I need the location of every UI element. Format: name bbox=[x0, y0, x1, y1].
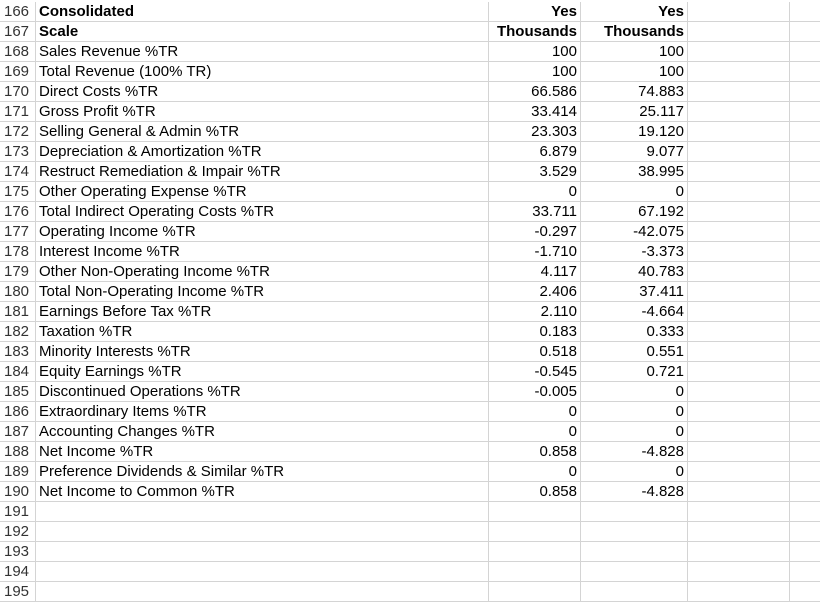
cell-value-col1[interactable]: 23.303 bbox=[489, 122, 581, 141]
cell-label[interactable]: Operating Income %TR bbox=[37, 222, 489, 241]
cell-value-col2[interactable]: -4.828 bbox=[581, 442, 688, 461]
sheet-row bbox=[0, 542, 820, 562]
row-header[interactable]: 189 bbox=[0, 462, 36, 481]
cell-empty[interactable] bbox=[790, 462, 820, 481]
sheet-row bbox=[0, 202, 820, 222]
sheet-row bbox=[0, 242, 820, 262]
sheet-row bbox=[0, 582, 820, 602]
row-header[interactable]: 195 bbox=[0, 582, 36, 601]
cell-empty[interactable] bbox=[790, 382, 820, 401]
cell-label[interactable]: Depreciation & Amortization %TR bbox=[37, 142, 489, 161]
row-header[interactable]: 179 bbox=[0, 262, 36, 281]
cell-empty[interactable] bbox=[688, 322, 790, 341]
cell-value-col1[interactable] bbox=[489, 522, 581, 541]
cell-empty[interactable] bbox=[688, 542, 790, 561]
cell-value-col2[interactable] bbox=[581, 542, 688, 561]
cell-label[interactable]: Restruct Remediation & Impair %TR bbox=[37, 162, 489, 181]
cell-value-col1[interactable] bbox=[489, 502, 581, 521]
sheet-row bbox=[0, 142, 820, 162]
cell-empty[interactable] bbox=[790, 122, 820, 141]
cell-empty[interactable] bbox=[790, 202, 820, 221]
row-header[interactable]: 186 bbox=[0, 402, 36, 421]
cell-value-col2[interactable]: 67.192 bbox=[581, 202, 688, 221]
cell-empty[interactable] bbox=[790, 562, 820, 581]
cell-value-col2[interactable]: -3.373 bbox=[581, 242, 688, 261]
cell-value-col2[interactable]: -42.075 bbox=[581, 222, 688, 241]
cell-label[interactable] bbox=[37, 562, 489, 581]
row-header[interactable]: 168 bbox=[0, 42, 36, 61]
cell-empty[interactable] bbox=[790, 402, 820, 421]
sheet-row bbox=[0, 462, 820, 482]
cell-label[interactable]: Preference Dividends & Similar %TR bbox=[37, 462, 489, 481]
sheet-row bbox=[0, 2, 820, 22]
row-header[interactable]: 178 bbox=[0, 242, 36, 261]
cell-value-col1[interactable]: -0.297 bbox=[489, 222, 581, 241]
row-header[interactable]: 187 bbox=[0, 422, 36, 441]
cell-empty[interactable] bbox=[688, 162, 790, 181]
sheet-row bbox=[0, 382, 820, 402]
cell-value-col1[interactable]: 0 bbox=[489, 462, 581, 481]
cell-value-col1[interactable]: 33.711 bbox=[489, 202, 581, 221]
cell-label[interactable]: Taxation %TR bbox=[37, 322, 489, 341]
sheet-row bbox=[0, 342, 820, 362]
row-header[interactable]: 169 bbox=[0, 62, 36, 81]
sheet-row bbox=[0, 82, 820, 102]
cell-empty[interactable] bbox=[688, 302, 790, 321]
cell-empty[interactable] bbox=[688, 382, 790, 401]
cell-label[interactable]: Consolidated bbox=[37, 2, 489, 21]
cell-empty[interactable] bbox=[790, 522, 820, 541]
row-header[interactable]: 174 bbox=[0, 162, 36, 181]
cell-value-col2[interactable]: 100 bbox=[581, 42, 688, 61]
cell-label[interactable]: Direct Costs %TR bbox=[37, 82, 489, 101]
cell-empty[interactable] bbox=[688, 442, 790, 461]
sheet-row bbox=[0, 122, 820, 142]
cell-value-col1[interactable]: 100 bbox=[489, 62, 581, 81]
cell-value-col1[interactable] bbox=[489, 542, 581, 561]
cell-label[interactable]: Accounting Changes %TR bbox=[37, 422, 489, 441]
sheet-row bbox=[0, 222, 820, 242]
sheet-row bbox=[0, 522, 820, 542]
sheet-row bbox=[0, 362, 820, 382]
cell-empty[interactable] bbox=[688, 122, 790, 141]
cell-empty[interactable] bbox=[790, 322, 820, 341]
cell-label[interactable]: Gross Profit %TR bbox=[37, 102, 489, 121]
cell-value-col2[interactable]: 0.551 bbox=[581, 342, 688, 361]
cell-empty[interactable] bbox=[688, 142, 790, 161]
cell-empty[interactable] bbox=[688, 462, 790, 481]
sheet-row bbox=[0, 22, 820, 42]
cell-empty[interactable] bbox=[790, 2, 820, 21]
sheet-row bbox=[0, 182, 820, 202]
cell-empty[interactable] bbox=[790, 502, 820, 521]
row-header[interactable]: 182 bbox=[0, 322, 36, 341]
cell-label[interactable] bbox=[37, 582, 489, 601]
row-header[interactable]: 184 bbox=[0, 362, 36, 381]
row-header[interactable]: 183 bbox=[0, 342, 36, 361]
cell-empty[interactable] bbox=[688, 222, 790, 241]
cell-label[interactable]: Earnings Before Tax %TR bbox=[37, 302, 489, 321]
cell-empty[interactable] bbox=[790, 262, 820, 281]
cell-value-col2[interactable] bbox=[581, 582, 688, 601]
cell-value-col1[interactable]: -1.710 bbox=[489, 242, 581, 261]
cell-value-col2[interactable]: 0 bbox=[581, 402, 688, 421]
cell-empty[interactable] bbox=[790, 282, 820, 301]
cell-empty[interactable] bbox=[688, 62, 790, 81]
sheet-row bbox=[0, 442, 820, 462]
cell-label[interactable]: Discontinued Operations %TR bbox=[37, 382, 489, 401]
cell-empty[interactable] bbox=[790, 42, 820, 61]
sheet-row bbox=[0, 502, 820, 522]
cell-empty[interactable] bbox=[790, 162, 820, 181]
cell-value-col2[interactable]: 0 bbox=[581, 422, 688, 441]
sheet-row bbox=[0, 322, 820, 342]
cell-value-col1[interactable]: -0.545 bbox=[489, 362, 581, 381]
cell-label[interactable]: Total Indirect Operating Costs %TR bbox=[37, 202, 489, 221]
cell-empty[interactable] bbox=[790, 542, 820, 561]
sheet-row bbox=[0, 282, 820, 302]
cell-label[interactable]: Other Operating Expense %TR bbox=[37, 182, 489, 201]
cell-empty[interactable] bbox=[790, 62, 820, 81]
cell-value-col2[interactable]: 19.120 bbox=[581, 122, 688, 141]
cell-value-col2[interactable]: 9.077 bbox=[581, 142, 688, 161]
row-header[interactable]: 173 bbox=[0, 142, 36, 161]
cell-value-col1[interactable]: 100 bbox=[489, 42, 581, 61]
cell-value-col2[interactable]: 25.117 bbox=[581, 102, 688, 121]
cell-empty[interactable] bbox=[790, 182, 820, 201]
cell-value-col2[interactable]: 37.411 bbox=[581, 282, 688, 301]
cell-value-col1[interactable]: Thousands bbox=[489, 22, 581, 41]
row-header[interactable]: 166 bbox=[0, 2, 36, 21]
cell-label[interactable] bbox=[37, 522, 489, 541]
cell-value-col1[interactable]: 0.858 bbox=[489, 442, 581, 461]
cell-empty[interactable] bbox=[688, 42, 790, 61]
cell-value-col1[interactable]: 4.117 bbox=[489, 262, 581, 281]
cell-empty[interactable] bbox=[790, 362, 820, 381]
cell-value-col1[interactable] bbox=[489, 562, 581, 581]
cell-value-col1[interactable]: 3.529 bbox=[489, 162, 581, 181]
cell-value-col2[interactable]: 74.883 bbox=[581, 82, 688, 101]
cell-value-col1[interactable]: -0.005 bbox=[489, 382, 581, 401]
cell-label[interactable]: Sales Revenue %TR bbox=[37, 42, 489, 61]
cell-empty[interactable] bbox=[790, 442, 820, 461]
sheet-row bbox=[0, 302, 820, 322]
cell-value-col2[interactable] bbox=[581, 502, 688, 521]
cell-value-col2[interactable]: Yes bbox=[581, 2, 688, 21]
row-header[interactable]: 176 bbox=[0, 202, 36, 221]
cell-label[interactable]: Net Income %TR bbox=[37, 442, 489, 461]
cell-empty[interactable] bbox=[688, 242, 790, 261]
sheet-row bbox=[0, 62, 820, 82]
cell-empty[interactable] bbox=[688, 282, 790, 301]
row-header[interactable]: 170 bbox=[0, 82, 36, 101]
cell-value-col1[interactable] bbox=[489, 582, 581, 601]
cell-empty[interactable] bbox=[688, 362, 790, 381]
row-header[interactable]: 185 bbox=[0, 382, 36, 401]
cell-empty[interactable] bbox=[688, 582, 790, 601]
cell-empty[interactable] bbox=[688, 102, 790, 121]
sheet-row bbox=[0, 422, 820, 442]
row-header[interactable]: 191 bbox=[0, 502, 36, 521]
cell-value-col2[interactable]: 0.333 bbox=[581, 322, 688, 341]
cell-empty[interactable] bbox=[790, 342, 820, 361]
cell-value-col1[interactable]: 0 bbox=[489, 422, 581, 441]
cell-empty[interactable] bbox=[790, 242, 820, 261]
row-header[interactable]: 177 bbox=[0, 222, 36, 241]
cell-empty[interactable] bbox=[688, 402, 790, 421]
cell-empty[interactable] bbox=[790, 482, 820, 501]
cell-empty[interactable] bbox=[688, 562, 790, 581]
cell-value-col2[interactable]: 0.721 bbox=[581, 362, 688, 381]
cell-value-col2[interactable]: -4.664 bbox=[581, 302, 688, 321]
cell-empty[interactable] bbox=[688, 22, 790, 41]
sheet-row bbox=[0, 102, 820, 122]
row-header[interactable]: 194 bbox=[0, 562, 36, 581]
cell-empty[interactable] bbox=[688, 202, 790, 221]
cell-value-col2[interactable]: -4.828 bbox=[581, 482, 688, 501]
cell-label[interactable]: Total Non-Operating Income %TR bbox=[37, 282, 489, 301]
row-header[interactable]: 188 bbox=[0, 442, 36, 461]
row-header[interactable]: 172 bbox=[0, 122, 36, 141]
cell-empty[interactable] bbox=[688, 522, 790, 541]
cell-empty[interactable] bbox=[688, 2, 790, 21]
cell-label[interactable] bbox=[37, 502, 489, 521]
cell-empty[interactable] bbox=[790, 422, 820, 441]
cell-label[interactable] bbox=[37, 542, 489, 561]
cell-empty[interactable] bbox=[688, 342, 790, 361]
cell-empty[interactable] bbox=[688, 262, 790, 281]
cell-label[interactable]: Other Non-Operating Income %TR bbox=[37, 262, 489, 281]
cell-label[interactable]: Extraordinary Items %TR bbox=[37, 402, 489, 421]
cell-value-col2[interactable]: 40.783 bbox=[581, 262, 688, 281]
cell-value-col1[interactable]: 0.858 bbox=[489, 482, 581, 501]
cell-label[interactable]: Total Revenue (100% TR) bbox=[37, 62, 489, 81]
sheet-row bbox=[0, 482, 820, 502]
cell-value-col1[interactable]: 6.879 bbox=[489, 142, 581, 161]
sheet-row bbox=[0, 402, 820, 422]
cell-empty[interactable] bbox=[688, 82, 790, 101]
cell-empty[interactable] bbox=[790, 222, 820, 241]
cell-empty[interactable] bbox=[790, 82, 820, 101]
cell-value-col2[interactable]: Thousands bbox=[581, 22, 688, 41]
cell-value-col1[interactable]: 0.183 bbox=[489, 322, 581, 341]
row-header[interactable]: 190 bbox=[0, 482, 36, 501]
row-header[interactable]: 193 bbox=[0, 542, 36, 561]
cell-empty[interactable] bbox=[790, 582, 820, 601]
row-header[interactable]: 171 bbox=[0, 102, 36, 121]
cell-value-col1[interactable]: 2.110 bbox=[489, 302, 581, 321]
row-header[interactable]: 180 bbox=[0, 282, 36, 301]
cell-value-col2[interactable] bbox=[581, 522, 688, 541]
cell-empty[interactable] bbox=[790, 102, 820, 121]
cell-value-col2[interactable]: 100 bbox=[581, 62, 688, 81]
cell-empty[interactable] bbox=[790, 302, 820, 321]
sheet-row bbox=[0, 162, 820, 182]
sheet-row bbox=[0, 262, 820, 282]
cell-label[interactable]: Equity Earnings %TR bbox=[37, 362, 489, 381]
row-header[interactable]: 175 bbox=[0, 182, 36, 201]
cell-value-col2[interactable]: 0 bbox=[581, 382, 688, 401]
cell-value-col1[interactable]: Yes bbox=[489, 2, 581, 21]
cell-empty[interactable] bbox=[688, 422, 790, 441]
row-header[interactable]: 192 bbox=[0, 522, 36, 541]
cell-label[interactable]: Interest Income %TR bbox=[37, 242, 489, 261]
cell-empty[interactable] bbox=[790, 142, 820, 161]
cell-label[interactable]: Selling General & Admin %TR bbox=[37, 122, 489, 141]
cell-empty[interactable] bbox=[790, 22, 820, 41]
row-header[interactable]: 167 bbox=[0, 22, 36, 41]
cell-empty[interactable] bbox=[688, 182, 790, 201]
cell-value-col2[interactable] bbox=[581, 562, 688, 581]
cell-value-col1[interactable]: 33.414 bbox=[489, 102, 581, 121]
cell-empty[interactable] bbox=[688, 482, 790, 501]
cell-label[interactable]: Scale bbox=[37, 22, 489, 41]
cell-value-col1[interactable]: 0 bbox=[489, 402, 581, 421]
cell-label[interactable]: Minority Interests %TR bbox=[37, 342, 489, 361]
row-header[interactable]: 181 bbox=[0, 302, 36, 321]
cell-value-col1[interactable]: 66.586 bbox=[489, 82, 581, 101]
cell-value-col1[interactable]: 0.518 bbox=[489, 342, 581, 361]
cell-empty[interactable] bbox=[688, 502, 790, 521]
sheet-row bbox=[0, 42, 820, 62]
cell-value-col2[interactable]: 38.995 bbox=[581, 162, 688, 181]
cell-value-col1[interactable]: 0 bbox=[489, 182, 581, 201]
cell-value-col2[interactable]: 0 bbox=[581, 182, 688, 201]
cell-label[interactable]: Net Income to Common %TR bbox=[37, 482, 489, 501]
cell-value-col2[interactable]: 0 bbox=[581, 462, 688, 481]
sheet-row bbox=[0, 562, 820, 582]
cell-value-col1[interactable]: 2.406 bbox=[489, 282, 581, 301]
